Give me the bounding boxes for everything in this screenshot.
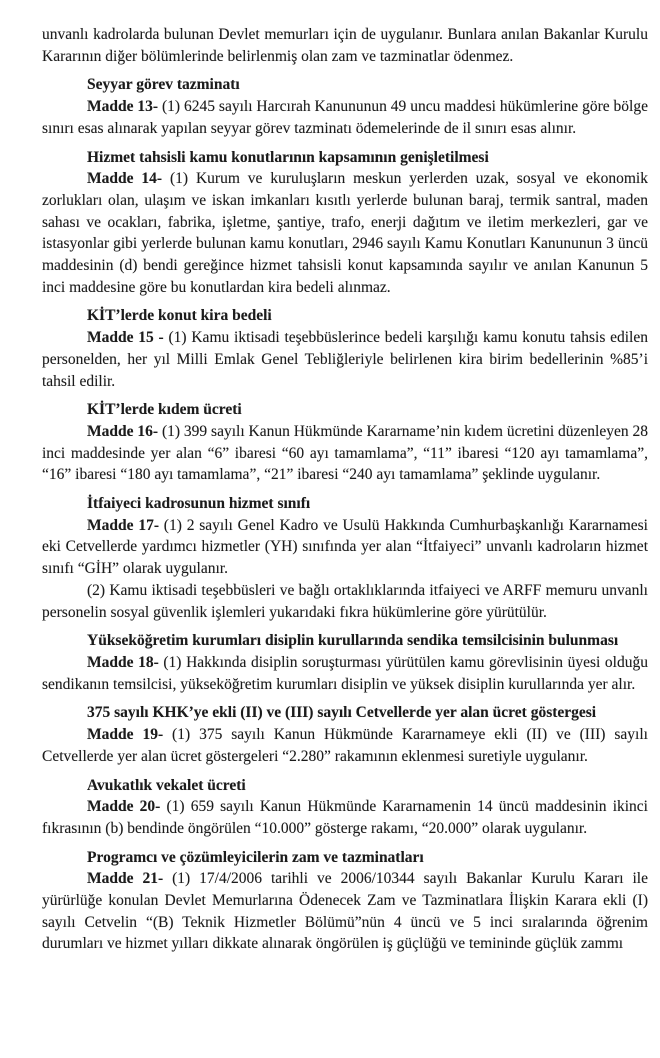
article-paragraph [42,515,648,580]
madde-number-label: Madde 14- [87,170,163,188]
article-paragraph [42,421,648,486]
section-madde-18 [42,630,648,695]
paragraph-text: (1) Kurum ve kuruluşların meskun yerlerden uzak, sosyal ve ekonomik zorlukları olan, ulaşım ve iskan imkanları kısıtlı yerlerde bulunan baraj, termik santral, maden sahası ve ocakları, fabrika, işletme, şantiye, trafo, enerji dağıtım ve iletim merkezleri, gar ve istasyonlar gibi yerlerde bulunan kamu konutları, 2946 sayılı Kamu Konutları Kanununun 3 üncü maddesinin (d) bendi gereğince hizmet tahsisli konut kapsamında sayılır ve anılan Kanunun 5 inci maddesine göre bu konutlardan kira bedeli alınmaz. [42,170,648,296]
section-heading: Avukatlık vekalet ücreti [87,776,246,794]
madde-number-label: Madde 21- [87,870,164,888]
article-paragraph [42,724,648,767]
section-heading: 375 sayılı KHK’ye ekli (II) ve (III) sayılı Cetvellerde yer alan ücret göstergesi [87,704,597,722]
paragraph-text: (1) 2 sayılı Genel Kadro ve Usulü Hakkında Cumhurbaşkanlığı Kararnamesi eki Cetvellerde yardımcı hizmetler (YH) sınıfında yer alan “İtfaiyeci” unvanlı kadroların hizmet sınıfı “GİH” olarak uygulanır. [42,516,648,578]
article-paragraph [42,796,648,839]
section-heading: Programcı ve çözümleyicilerin zam ve tazminatları [87,848,424,866]
paragraph-text: (1) 6245 sayılı Harcırah Kanununun 49 uncu maddesi hükümlerine göre bölge sınırı esas alınarak yapılan seyyar görev tazminatı ödemelerinde de il sınırı esas alınır. [42,98,648,137]
article-paragraph [42,168,648,298]
article-paragraph [42,652,648,695]
section-heading: Hizmet tahsisli kamu konutlarının kapsamının genişletilmesi [87,148,489,166]
paragraph-text: (1) Kamu iktisadi teşebbüslerince bedeli karşılığı kamu konutu tahsis edilen personelden, her yıl Milli Emlak Genel Tebliğleriyle belirlenen kira birim bedellerinin %85’i tahsil edilir. [42,329,648,390]
paragraph-text: (2) Kamu iktisadi teşebbüsleri ve bağlı ortaklıklarında itfaiyeci ve ARFF memuru unvanlı personelin sosyal güvenlik işlemleri yukarıdaki fıkra hükümlerine göre yürütülür. [42,581,648,621]
section-madde-15 [42,305,648,392]
section-madde-17 [42,493,648,623]
section-madde-21 [42,847,648,956]
madde-number-label: Madde 17- [87,516,159,534]
paragraph-text: (1) 375 sayılı Kanun Hükmünde Kararnameye ekli (II) ve (III) sayılı Cetvellerde yer alan ücret göstergeleri “2.280” rakamının eklenmesi suretiyle uygulanır. [42,726,648,765]
madde-number-label: Madde 20- [87,798,161,816]
section-madde-16 [42,399,648,486]
section-madde-14 [42,147,648,299]
paragraph-text: (1) 17/4/2006 tarihli ve 2006/10344 sayılı Bakanlar Kurulu Kararı ile yürürlüğe konulan Devlet Memurlarına Ödenecek Zam ve Tazminatlara İlişkin Karara ekli (I) sayılı Cetvelin “(B) Teknik Hizmetler Bölümü”nün 4 üncü ve 5 inci sıralarında öğrenim durumları ve hizmet yılları dikkate alınarak öngörülen iş güçlüğü ve temininde güçlük zammı [42,870,648,953]
article-paragraph [42,96,648,139]
madde-number-label: Madde 15 - [87,329,164,347]
section-heading: KİT’lerde konut kira bedeli [87,307,272,325]
section-heading: İtfaiyeci kadrosunun hizmet sınıfı [87,495,311,513]
madde-number-label: Madde 19- [87,726,164,744]
section-madde-13 [42,74,648,139]
article-paragraph [42,327,648,392]
madde-number-label: Madde 16- [87,422,159,440]
section-heading: Seyyar görev tazminatı [87,76,240,94]
section-madde-20 [42,775,648,840]
madde-number-label: Madde 13- [87,98,159,116]
continuation-paragraph: unvanlı kadrolarda bulunan Devlet memurları için de uygulanır. Bunlara anılan Bakanlar Kurulu Kararının diğer bölümlerinde belirlenmiş olan zam ve tazminatlar ödenmez. [42,26,648,65]
section-heading: Yükseköğretim kurumları disiplin kurullarında sendika temsilcisinin bulunması [87,632,619,650]
article-paragraph [42,580,648,623]
paragraph-text: (1) Hakkında disiplin soruşturması yürütülen kamu görevlisinin üyesi olduğu sendikanın temsilcisi, yükseköğretim kurumları disiplin ve yüksek disiplin kurullarında yer alır. [42,653,648,693]
madde-number-label: Madde 18- [87,653,159,671]
section-heading: KİT’lerde kıdem ücreti [87,401,242,419]
article-paragraph [42,868,648,955]
paragraph-text: (1) 659 sayılı Kanun Hükmünde Kararnamenin 14 üncü maddesinin ikinci fıkrasının (b) bendinde öngörülen “10.000” gösterge rakamı, “20.000” olarak uygulanır. [42,798,648,837]
paragraph-text: (1) 399 sayılı Kanun Hükmünde Kararname’nin kıdem ücretini düzenleyen 28 inci maddesinde yer alan “6” ibaresi “60 ayı tamamlama”, “11” ibaresi “120 ayı tamamlama”, “16” ibaresi “180 ayı tamamlama”, “21” ibaresi “240 ayı tamamlama” şeklinde uygulanır. [42,422,649,484]
section-madde-19 [42,702,648,767]
